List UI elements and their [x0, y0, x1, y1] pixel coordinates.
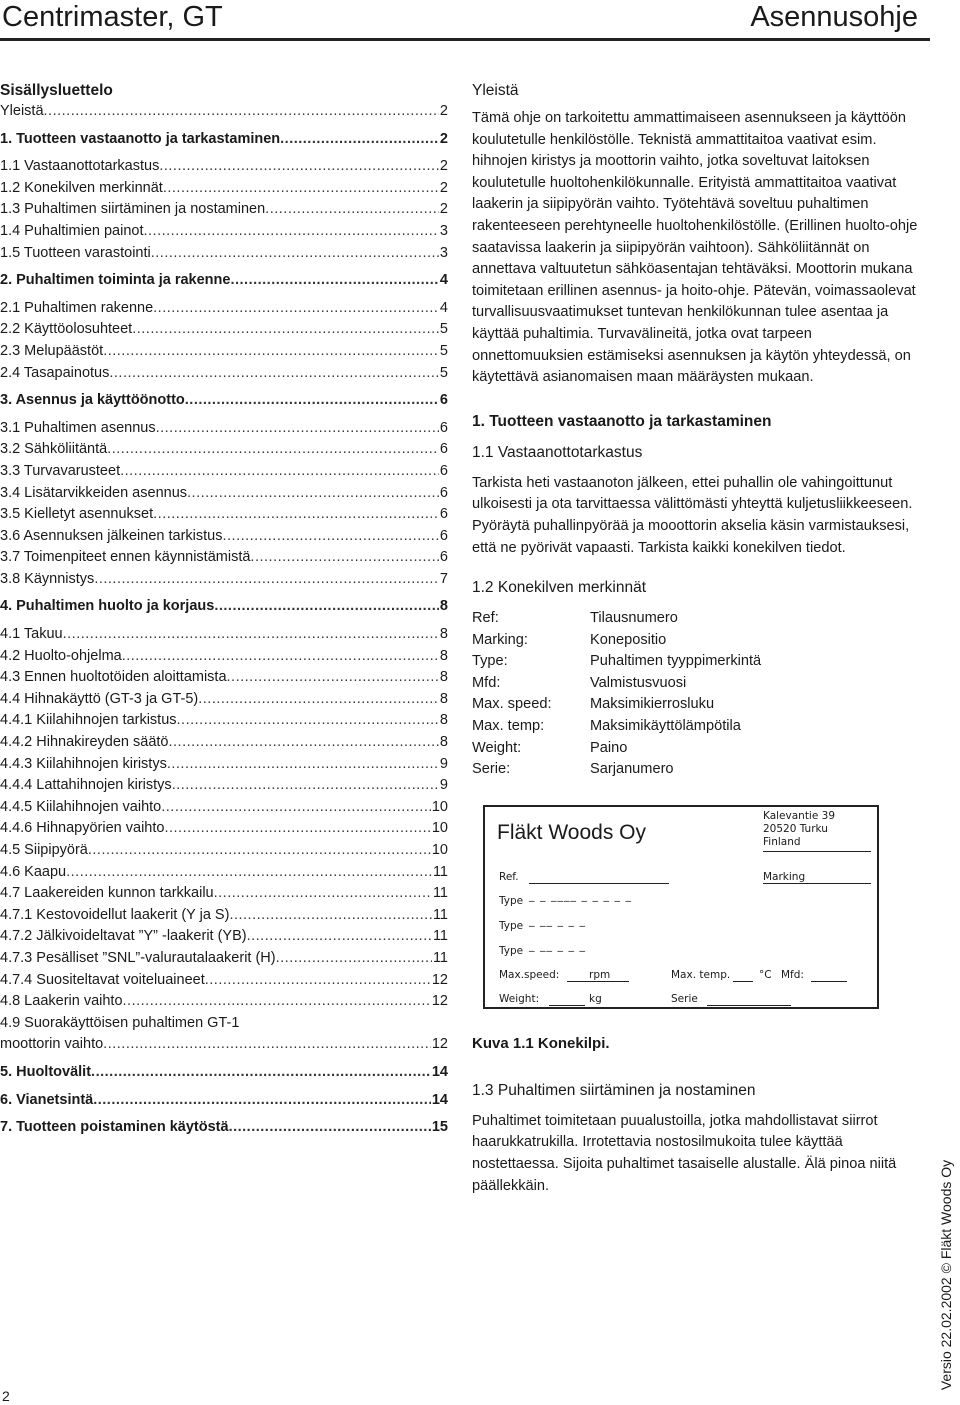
toc-leader-dots [156, 418, 439, 440]
toc-leader-dots [159, 156, 439, 178]
toc-entry[interactable] [0, 1090, 448, 1112]
marking-value: Sarjanumero [590, 761, 674, 778]
toc-entry-label: 4.4.1 Kiilahihnojen tarkistus [0, 712, 177, 729]
toc-leader-dots [93, 1090, 431, 1112]
plate-ref-label: Ref. [499, 870, 519, 883]
toc-entry-page: 11 [432, 928, 448, 945]
toc-entry[interactable] [0, 624, 448, 646]
toc-leader-dots [280, 129, 439, 151]
toc-entry-page: 6 [439, 392, 448, 409]
toc-entry-label: 3.8 Käynnistys [0, 570, 95, 587]
toc-entry-page: 6 [439, 506, 448, 523]
toc-entry-page: 2 [439, 103, 448, 119]
toc-entry-page: 8 [439, 690, 448, 707]
toc-entry-page: 2 [439, 179, 448, 196]
plate-weight-label: Weight: [499, 992, 540, 1005]
toc-entry-page: 15 [431, 1119, 448, 1136]
toc-leader-dots [229, 1117, 431, 1139]
plate-marking-line [763, 883, 871, 884]
toc-leader-dots [132, 319, 439, 341]
general-paragraph: Tämä ohje on tarkoitettu ammattimaiseen asennukseen ja käyttöön koulutetulle henkilöstölle. Teknistä ammattitaitoa vaativat esim. hihnojen kiristys ja moottorin vaihto, jotka soveltuvat laitoksen koulutetulle huoltohenkilökunnalle. Erityistä ammattitaitoa vaativat laakerin ja siipipyörän vaihto. Työtehtävä soveltuu puhaltimen rakenteeseen perehtyneelle huoltohenkilöstölle. (Erillinen huolto-ohje saatavissa laakerin ja siipipyörän vaihtoon). Sähköliitännät on annettava valtuutetun sähköasentajan tehtäväksi. Moottorin mukana toimitetaan erillinen asennus- ja hoito-ohje. Pätevän, voimassaolevat turvallisuusvaatimukset tuntevan henkilökunnan tulee asentaa ja käyttää puhaltimia. Turvavälineitä, jotka ovat tarpeen onnettomuuksien estämiseksi asennuksen ja käytön yhteydessä, on käytettävä asianomaisen maan määräysten mukaan. [472, 110, 918, 386]
plate-serie-label: Serie [671, 992, 698, 1005]
toc-entry-label: 4.3 Ennen huoltotöiden aloittamista [0, 669, 227, 686]
page-number: 2 [2, 1388, 10, 1404]
plate-type-dashes-2: _ __ _ _ _ [529, 913, 586, 927]
toc-leader-dots [151, 243, 439, 265]
toc-entry-label: 3.4 Lisätarvikkeiden asennus [0, 484, 188, 501]
toc-entry[interactable] [0, 418, 448, 440]
toc-entry-page: 5 [439, 342, 448, 359]
plate-type-label-3: Type [499, 944, 524, 957]
toc-entry-label: 2. Puhaltimen toiminta ja rakenne [0, 272, 231, 289]
marking-key: Weight: [472, 739, 522, 756]
toc-entry[interactable] [0, 461, 448, 483]
toc-entry-page: 10 [431, 820, 448, 837]
toc-leader-dots [153, 504, 439, 526]
toc-leader-dots [227, 667, 439, 689]
plate-kg-unit: kg [589, 992, 602, 1005]
toc-leader-dots [230, 270, 438, 292]
toc-entry-label: 3.2 Sähköliitäntä [0, 441, 108, 458]
toc-leader-dots [94, 569, 439, 591]
toc-entry-page: 6 [439, 441, 448, 458]
toc-leader-dots [222, 526, 438, 548]
toc-entry[interactable] [0, 1062, 448, 1084]
toc-entry-label: 1. Tuotteen vastaanotto ja tarkastaminen [0, 130, 281, 147]
toc-entry[interactable] [0, 270, 448, 292]
toc-entry[interactable] [0, 390, 448, 412]
toc-entry[interactable] [0, 862, 448, 884]
toc-entry[interactable] [0, 199, 448, 221]
toc-entry-page: 11 [432, 949, 448, 966]
toc-entry[interactable] [0, 991, 448, 1013]
toc-entry-label: 4.4.6 Hihnapyörien vaihto [0, 820, 165, 837]
plate-serie-line [707, 1005, 791, 1006]
toc-entry-label: 4.4.3 Kiilahihnojen kiristys [0, 755, 167, 772]
toc-entry-label: 2.2 Käyttöolosuhteet [0, 321, 133, 338]
plate-max-temp-label: Max. temp. [671, 968, 731, 981]
toc-leader-dots [250, 547, 439, 569]
toc-entry[interactable] [0, 797, 448, 819]
toc-entry-label: 4.1 Takuu [0, 626, 63, 643]
plate-type-label-2: Type [499, 919, 524, 932]
toc-leader-dots [214, 596, 439, 618]
marking-value: Maksimikierrosluku [590, 696, 715, 713]
toc-entry[interactable] [0, 667, 448, 689]
toc-entry-page: 9 [439, 755, 448, 772]
toc-entry-label: 1.3 Puhaltimen siirtäminen ja nostaminen [0, 201, 266, 218]
toc-entry-page: 4 [439, 299, 448, 316]
toc-leader-dots [163, 178, 439, 200]
section1-1-text: Tarkista heti vastaanoton jälkeen, ettei puhallin ole vahingoittunut ulkoisesti ja ota tarvittaessa välittömästi yhteyttä kuljetusliikkeeseen. Pyöräytä puhallinpyörää ja mooottorin akselia käsin varmistauksesi, että ne pyörivät vapaasti. Tarkista kaikki konekilven tiedot. [472, 474, 913, 556]
plate-marking-label: Marking [763, 870, 806, 883]
plate-degc-unit: °C [759, 968, 772, 981]
toc-entry-label: 4.7.4 Suositeltavat voiteluaineet [0, 971, 205, 988]
address-line: 20520 Turku [763, 822, 828, 835]
toc-leader-dots [265, 199, 439, 221]
toc-entry-page: 6 [439, 462, 448, 479]
section1-2-title: 1.2 Konekilven merkinnät [472, 579, 647, 597]
toc-leader-dots [185, 390, 439, 412]
toc-entry[interactable] [0, 547, 448, 569]
address-line: Finland [763, 835, 801, 848]
toc-leader-dots [144, 221, 439, 243]
section1-3-text: Puhaltimet toimitetaan puualustoilla, jotka mahdollistavat siirrot haarukkatrukilla. Irrotettavia nostosilmukoita tulee käyttää nostettaessa. Sijoita puhaltimet tasaiselle alustalle. Älä pinoa niitä päällekkäin. [472, 1112, 897, 1194]
toc-leader-dots [91, 1062, 431, 1084]
plate-ref-line [529, 883, 669, 884]
toc-entry[interactable] [0, 526, 448, 548]
nameplate-figure [483, 805, 879, 1009]
general-title: Yleistä [472, 82, 519, 99]
toc-leader-dots [103, 341, 439, 363]
toc-entry-page: 14 [431, 1063, 448, 1080]
toc-leader-dots [63, 624, 439, 646]
toc-entry-page: 8 [439, 712, 448, 729]
toc-entry-label: 4.8 Laakerin vaihto [0, 993, 123, 1010]
toc-entry-page: 8 [439, 734, 448, 751]
toc-entry[interactable] [0, 101, 448, 123]
toc-entry[interactable] [0, 646, 448, 668]
marking-key: Mfd: [472, 674, 501, 691]
plate-speed-line [567, 981, 629, 982]
toc-entry-label: 4.4 Hihnakäyttö (GT-3 ja GT-5) [0, 690, 199, 707]
toc-entry-label: 4.7.3 Pesälliset ”SNL”-valurautalaakerit (H) [0, 949, 276, 966]
toc-entry-label: 3. Asennus ja käyttöönotto [0, 392, 185, 409]
toc-entry-page: 12 [431, 1036, 448, 1053]
toc-leader-dots [153, 298, 439, 320]
toc-entry-label: 4.2 Huolto-ohjelma [0, 647, 122, 664]
toc-entry-page: 10 [431, 842, 448, 858]
marking-key: Ref: [472, 610, 499, 627]
toc-entry[interactable] [0, 129, 448, 151]
toc-entry[interactable] [0, 341, 448, 363]
toc-entry-label: 3.7 Toimenpiteet ennen käynnistämistä [0, 549, 251, 566]
marking-key: Max. speed: [472, 696, 552, 713]
toc-entry-page: 14 [431, 1091, 448, 1108]
toc-entry-page: 6 [439, 484, 448, 501]
plate-type-label-1: Type [499, 894, 524, 907]
toc-entry-label: 1.1 Vastaanottotarkastus [0, 158, 160, 175]
toc-entry-page: 5 [439, 364, 448, 381]
marking-key: Marking: [472, 631, 528, 648]
document-type: Asennusohje [750, 1, 918, 33]
toc-entry[interactable] [0, 298, 448, 320]
toc-leader-dots [247, 926, 432, 948]
nameplate-brand: Fläkt Woods Oy [497, 820, 646, 844]
toc-leader-dots [276, 948, 432, 970]
toc-entry-page: 11 [432, 906, 448, 923]
toc-leader-dots [172, 775, 439, 797]
toc-entry[interactable] [0, 504, 448, 526]
version-copyright: Versio 22.02.2002 © Fläkt Woods Oy [938, 1159, 954, 1391]
toc-leader-dots [168, 732, 438, 754]
toc-entry[interactable] [0, 1117, 448, 1139]
toc-entry[interactable] [0, 178, 448, 200]
toc-entry[interactable] [0, 732, 448, 754]
toc-leader-dots [187, 483, 439, 505]
toc-entry-label: Yleistä [0, 103, 44, 119]
toc-entry[interactable] [0, 1034, 448, 1056]
toc-entry-page: 6 [439, 419, 448, 436]
toc-entry[interactable] [0, 775, 448, 797]
toc-entry-label: 4.7.1 Kestovoidellut laakerit (Y ja S) [0, 906, 230, 923]
toc-entry-page: 3 [439, 222, 448, 239]
toc-entry-label: 4.4.4 Lattahihnojen kiristys [0, 777, 172, 794]
toc-entry-label: moottorin vaihto [0, 1036, 104, 1053]
document-title: Centrimaster, GT [2, 1, 223, 33]
toc-entry-label: 7. Tuotteen poistaminen käytöstä [0, 1119, 229, 1136]
nameplate-address [763, 810, 835, 849]
marking-value: Maksimikäyttölämpötila [590, 718, 741, 735]
marking-value: Konepositio [590, 631, 667, 648]
toc-leader-dots [123, 991, 431, 1013]
toc-entry-label: 1.5 Tuotteen varastointi [0, 244, 151, 261]
markings-table [472, 608, 927, 781]
toc-entry[interactable] [0, 243, 448, 265]
toc-entry-label: 4.7.2 Jälkivoideltavat ”Y” -laakerit (YB) [0, 928, 247, 945]
right-column [472, 80, 927, 1197]
plate-rpm-unit: rpm [589, 968, 611, 981]
toc-entry-page: 11 [432, 885, 448, 902]
toc-entry-page: 6 [439, 549, 448, 566]
toc-entry[interactable] [0, 221, 448, 243]
toc-leader-dots [205, 970, 431, 992]
toc-entry[interactable] [0, 818, 448, 840]
toc-leader-dots [88, 840, 431, 862]
toc-entry[interactable] [0, 569, 448, 591]
toc-entry-page: 8 [439, 626, 448, 643]
toc-entry-label: 2.1 Puhaltimen rakenne [0, 299, 154, 316]
plate-type-dashes-1: _ _ ____ _ _ _ _ _ [529, 888, 632, 902]
plate-type-dashes-3: _ __ _ _ _ [529, 938, 586, 952]
toc-entry-page: 2 [439, 158, 448, 175]
toc-entry[interactable] [0, 948, 448, 970]
toc-entry[interactable] [0, 483, 448, 505]
toc-entry-label: 6. Vianetsintä [0, 1091, 94, 1108]
toc-leader-dots [109, 363, 439, 385]
section1-1-title: 1.1 Vastaanottotarkastus [472, 443, 643, 461]
toc-entry-label: 4.5 Siipipyörä [0, 842, 88, 858]
toc-list [0, 101, 448, 1139]
toc-entry-page: 12 [431, 971, 448, 988]
toc-entry-label: 3.5 Kielletyt asennukset [0, 506, 154, 523]
toc-entry[interactable] [0, 596, 448, 618]
toc-entry-page: 7 [439, 570, 448, 587]
toc-entry[interactable] [0, 156, 448, 178]
toc-entry-page: 8 [439, 647, 448, 664]
toc-entry[interactable] [0, 840, 448, 862]
toc-entry-label: 3.1 Puhaltimen asennus [0, 419, 156, 436]
toc-entry-page: 2 [439, 201, 448, 218]
toc-entry-label: 4.7 Laakereiden kunnon tarkkailu [0, 885, 214, 902]
marking-key: Serie: [472, 761, 511, 778]
toc-leader-dots [120, 461, 439, 483]
toc-entry-page: 5 [439, 321, 448, 338]
plate-mfd-label: Mfd: [781, 968, 804, 981]
toc-entry-label: 3.6 Asennuksen jälkeinen tarkistus [0, 527, 223, 544]
toc-entry[interactable] [0, 319, 448, 341]
toc-entry-label: 2.3 Melupäästöt [0, 342, 104, 359]
toc-leader-dots [161, 797, 431, 819]
plate-mfd-line [811, 981, 847, 982]
toc-entry[interactable] [0, 363, 448, 385]
toc-leader-dots [107, 439, 439, 461]
toc-entry-label: 2.4 Tasapainotus [0, 364, 110, 381]
figure-caption: Kuva 1.1 Konekilpi. [472, 1034, 610, 1052]
header-rule [0, 38, 930, 41]
toc-entry-page: 4 [439, 272, 448, 289]
toc-entry-page: 2 [439, 130, 448, 147]
toc-entry[interactable] [0, 905, 448, 927]
toc-entry-page: 12 [431, 993, 448, 1010]
toc-leader-dots [229, 905, 432, 927]
toc-leader-dots [214, 883, 432, 905]
plate-weight-line [549, 1005, 585, 1006]
marking-key: Max. temp: [472, 718, 545, 735]
section1-title: 1. Tuotteen vastaanotto ja tarkastaminen [472, 412, 772, 430]
toc-entry-page: 8 [439, 598, 448, 615]
marking-value: Tilausnumero [590, 610, 678, 627]
toc-entry-page: 3 [439, 244, 448, 261]
toc-entry[interactable] [0, 710, 448, 732]
toc-leader-dots [122, 646, 439, 668]
toc-entry-label: 1.4 Puhaltimien painot [0, 222, 144, 239]
toc-leader-dots [177, 710, 439, 732]
marking-value: Puhaltimen tyyppimerkintä [590, 653, 762, 670]
toc-entry-page: 9 [439, 777, 448, 794]
plate-temp-line [733, 981, 753, 982]
toc-entry-label: 3.3 Turvavarusteet [0, 462, 121, 479]
toc-entry-page: 10 [431, 798, 448, 815]
toc-entry[interactable] [0, 754, 448, 776]
toc-leader-dots [198, 689, 439, 711]
toc-entry-label: 5. Huoltovälit [0, 1063, 92, 1080]
toc-entry-label: 4.9 Suorakäyttöisen puhaltimen GT-1 [0, 1014, 240, 1031]
toc-leader-dots [167, 754, 439, 776]
toc-entry-page: 6 [439, 527, 448, 544]
toc-entry-label: 4. Puhaltimen huolto ja korjaus [0, 598, 215, 615]
toc-leader-dots [103, 1034, 431, 1056]
toc-entry[interactable] [0, 926, 448, 948]
marking-key: Type: [472, 653, 508, 670]
section1-3-title: 1.3 Puhaltimen siirtäminen ja nostaminen [472, 1081, 756, 1099]
toc-leader-dots [66, 862, 432, 884]
toc-entry[interactable] [0, 883, 448, 905]
toc-entry-label: 1.2 Konekilven merkinnät [0, 179, 163, 196]
toc-entry-label: 4.4.5 Kiilahihnojen vaihto [0, 798, 162, 815]
toc-entry-page: 11 [432, 863, 448, 880]
table-of-contents [0, 80, 448, 1139]
plate-max-speed-label: Max.speed: [499, 968, 560, 981]
marking-value: Paino [590, 739, 628, 756]
toc-entry[interactable] [0, 970, 448, 992]
toc-leader-dots [164, 818, 430, 840]
toc-entry-label: 4.4.2 Hihnakireyden säätö [0, 734, 169, 751]
toc-leader-dots [44, 101, 439, 123]
toc-entry[interactable] [0, 689, 448, 711]
toc-entry-label: 4.6 Kaapu [0, 863, 67, 880]
toc-entry[interactable] [0, 1013, 448, 1035]
address-line: Kalevantie 39 [763, 809, 836, 822]
address-rule [763, 851, 871, 852]
toc-entry-page: 8 [439, 669, 448, 686]
marking-value: Valmistusvuosi [590, 674, 687, 691]
toc-entry[interactable] [0, 439, 448, 461]
toc-title: Sisällysluettelo [0, 82, 113, 99]
